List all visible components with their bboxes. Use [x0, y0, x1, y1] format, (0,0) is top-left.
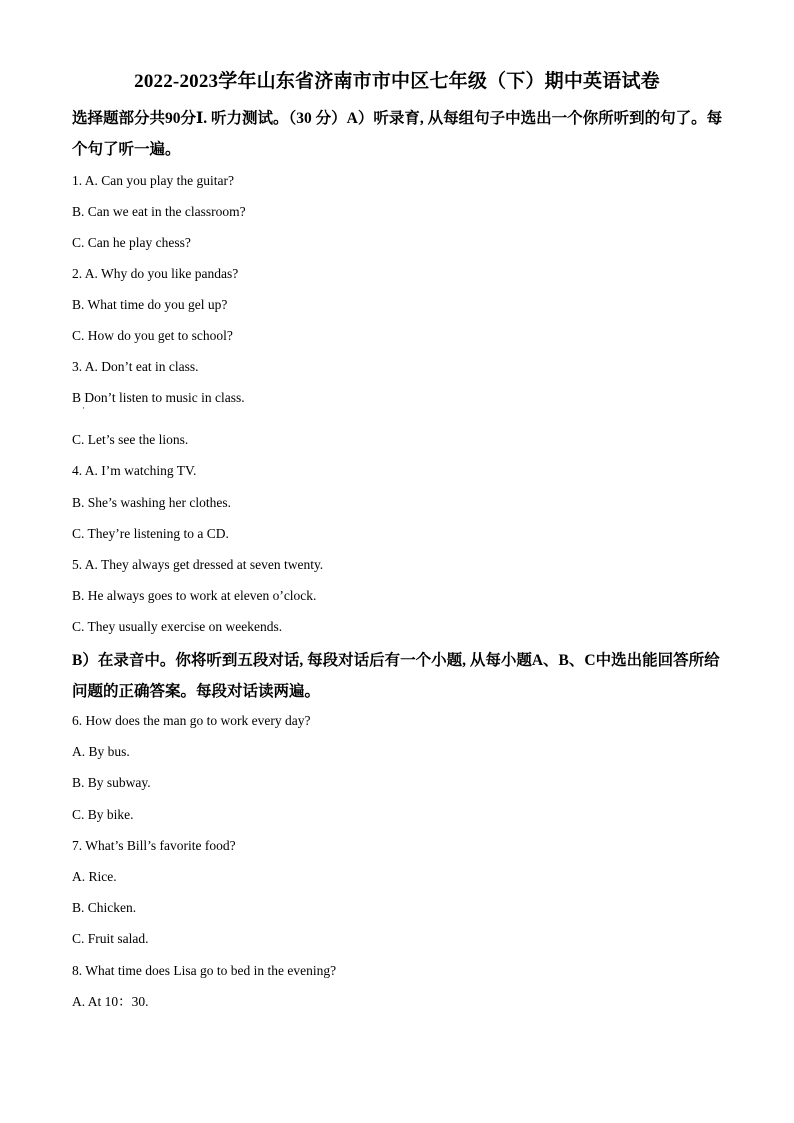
question-1-option-a: 1. A. Can you play the guitar? [72, 173, 234, 188]
question-4-option-b: B. She’s washing her clothes. [72, 495, 231, 510]
question-7-option-b: B. Chicken. [72, 900, 137, 915]
question-3-option-b: B Don’t listen to music in class. [72, 390, 245, 405]
section-a-instructions: 选择题部分共90分Ⅰ. 听力测试。（30 分）A）听录育, 从每组句子中选出一个你所听到的句了。每个句了听一遍。 [72, 110, 723, 158]
question-8-stem: 8. What time does Lisa go to bed in the evening? [72, 963, 337, 978]
question-6-stem: 6. How does the man go to work every day? [72, 713, 311, 728]
question-8-option-a: A. At 10：30. [72, 994, 149, 1009]
question-5-option-a: 5. A. They always get dressed at seven twenty. [72, 557, 324, 572]
question-5-option-c: C. They usually exercise on weekends. [72, 619, 283, 634]
question-4-option-c: C. They’re listening to a CD. [72, 526, 229, 541]
question-3-option-c: C. Let’s see the lions. [72, 432, 189, 447]
question-1-option-b: B. Can we eat in the classroom? [72, 204, 246, 219]
question-6-option-c: C. By bike. [72, 807, 134, 822]
question-2-option-b: B. What time do you gel up? [72, 297, 228, 312]
question-4-option-a: 4. A. I’m watching TV. [72, 463, 197, 478]
page-title: 2022-2023学年山东省济南市市中区七年级（下）期中英语试卷 [134, 71, 660, 92]
question-6-option-a: A. By bus. [72, 744, 130, 759]
question-6-option-b: B. By subway. [72, 775, 151, 790]
question-2-option-a: 2. A. Why do you like pandas? [72, 266, 239, 281]
question-2-option-c: C. How do you get to school? [72, 328, 233, 343]
question-3-option-a: 3. A. Don’t eat in class. [72, 359, 199, 374]
question-7-option-a: A. Rice. [72, 869, 117, 884]
question-7-option-c: C. Fruit salad. [72, 931, 149, 946]
question-1-option-c: C. Can he play chess? [72, 235, 191, 250]
question-5-option-b: B. He always goes to work at eleven o’clock. [72, 588, 317, 603]
question-7-stem: 7. What’s Bill’s favorite food? [72, 838, 236, 853]
section-b-instructions: B）在录音中。你将听到五段对话, 每段对话后有一个小题, 从每小题A、B、C中选出能回答所给问题的正确答案。每段对话读两遍。 [72, 652, 720, 700]
stray-dot-mark: · [82, 403, 85, 413]
